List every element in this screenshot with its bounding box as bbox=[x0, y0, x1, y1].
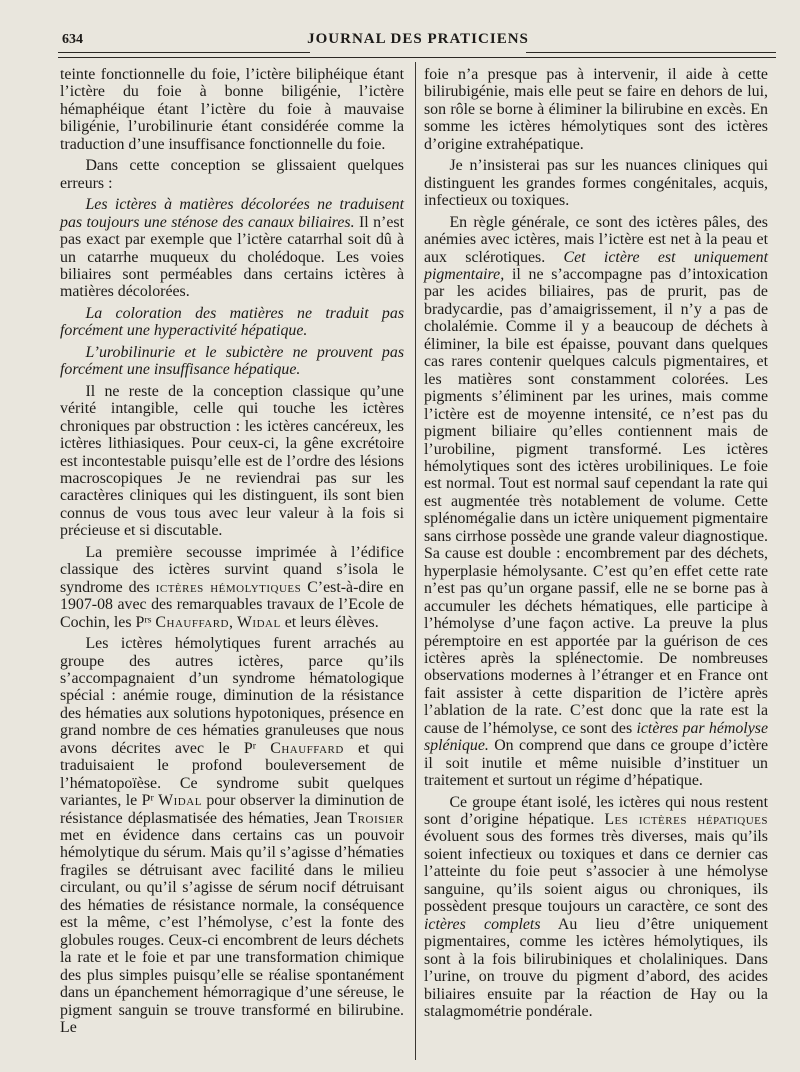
paragraph bbox=[424, 794, 768, 1021]
paragraph: Dans cette conception se glissaient quelques erreurs : bbox=[60, 157, 404, 192]
paragraph bbox=[60, 544, 404, 631]
paragraph bbox=[60, 635, 404, 1036]
paragraph-text: En règle générale, ce sont des ictères pâles, des anémies avec ictères, mais l’ictère est net à la peau et aux sclérotiques. bbox=[424, 213, 768, 266]
italic-statement: Cet ictère est uniquement pigmentaire, bbox=[424, 248, 768, 283]
italic-statement: ictères par hémolyse splénique. bbox=[424, 719, 768, 755]
paragraph-text: , bbox=[228, 613, 237, 631]
header-rule-right bbox=[526, 52, 776, 53]
paragraph-text: C’est-à-dire en 1907-08 avec des remarquables travaux de l’Ecole de Cochin, les P bbox=[60, 578, 404, 631]
paragraph-text: Les ictères hémolytiques furent arrachés au groupe des autres ictères, parce qu’ils s’accompagnaient d’un syndrome hématologique spécial : anémie rouge, diminution de la résistance des hématies aux solutions hypotoniques, présence en grand nombre de ces hématies granuleuses que nous avons décrites avec le P bbox=[60, 635, 404, 757]
paragraph-text: Il n’est pas exact par exemple que l’ictère catarrhal soit dû à un catarrhe muqueux du cholédoque. Les voies biliaires sont perméables dans certains ictères à matières décolorées. bbox=[60, 213, 404, 301]
section-term: Les ictères hépatiques bbox=[604, 811, 768, 829]
paragraph bbox=[424, 214, 768, 790]
author-name: Widal bbox=[236, 613, 281, 631]
left-column bbox=[60, 66, 404, 1040]
author-name: Widal bbox=[158, 792, 202, 810]
column-divider bbox=[415, 62, 416, 1060]
author-name: Chauffard bbox=[270, 739, 344, 757]
italic-statement: La coloration des matières ne traduit pas forcément une hyperactivité hépatique. bbox=[60, 304, 404, 340]
author-name: Troisier bbox=[347, 809, 404, 827]
journal-title: JOURNAL DES PRATICIENS bbox=[307, 31, 529, 47]
paragraph-text: et leurs élèves. bbox=[280, 613, 379, 631]
paragraph-text: On comprend que dans ce groupe d’ictère il soit inutile et même nuisible d’instituer un traitement et surtout un régime d’hépatique. bbox=[424, 737, 768, 790]
author-name: Chauffard bbox=[155, 613, 229, 631]
paragraph-text: La première secousse imprimée à l’édifice classique des ictères survint quand s’isola le syndrome des bbox=[60, 543, 404, 596]
paragraph: foie n’a presque pas à intervenir, il aide à cette bilirubigénie, mais elle peut se faire en dehors de lui, son rôle se borne à éliminer la bilirubine en excès. En somme les ictères hémolytiques sont des ictères d’origine extrahépatique. bbox=[424, 66, 768, 153]
italic-statement: L’urobilinurie et le subictère ne prouvent pas forcément une insuffisance hépatique. bbox=[60, 343, 404, 379]
paragraph-text: il ne s’accompagne pas d’intoxication par les acides biliaires, pas de prurit, pas de bradycardie, pas d’amaigrissement, il n’y a pas de cholalémie. Comme il y a beaucoup de déchets à éliminer, la bile est épaisse, pouvant dans quelques cas rares contenir quelques calculs pigmentaires, et les matières sont constamment colorées. Les pigments s’éliminent par les urines, mais comme l’ictère est de moyenne intensité, ce n’est pas du pigment biliaire qu’elles contiennent mais de l’urobiline, pigment transformé. Les ictères hémolytiques sont des ictères urobiliniques. Le foie est normal. Tout est normal sauf cependant la rate qui est augmentée très notablement de volume. Cette splénomégalie dans un ictère uniquement pigmentaire sans cirrhose possède une grande valeur diagnostique. Sa cause est double : encombrement par des déchets, hyperplasie hémolysante. C’est qu’en effet cette rate n’est pas qu’un organe passif, elle ne se borne pas à accumuler les déchets hématiques, elle participe à l’hémolyse d’une façon active. La preuve la plus péremptoire en est apportée par la guérison de ces ictères après la splénectomie. De nombreuses observations modernes à l’étranger et en France ont fait assister à cette disparition de l’ictère après l’ablation de la rate. C’est donc que la rate est la cause de l’hémolyse, ce sont des bbox=[424, 265, 768, 737]
italic-statement: Les ictères à matières décolorées ne traduisent pas toujours une sténose des canaux biliaires. bbox=[60, 196, 404, 231]
superscript: r bbox=[150, 792, 154, 804]
paragraph-text: Ce groupe étant isolé, les ictères qui nous restent sont d’origine hépatique. bbox=[424, 793, 768, 829]
italic-statement: ictères complets bbox=[424, 915, 541, 933]
paragraph: teinte fonctionnelle du foie, l’ictère biliphéique étant l’ictère du foie à bonne biligénie, l’ictère hémaphéique étant l’ictère du foie à mauvaise biligénie, l’urobilinurie étant considérée comme la traduction d’une insuffisance fonctionnelle du foie. bbox=[60, 66, 404, 153]
paragraph-text: évoluent sous des formes très diverses, mais qu’ils soient infectieux ou toxiques et dans ce dernier cas l’atteinte du foie peut s’associer à une hémolyse sanguine, qu’ils soient aigus ou chroniques, ils possèdent presque toujours un caractère, ce sont des bbox=[424, 828, 768, 916]
paragraph-text: met en évidence dans certains cas un pouvoir hémolytique du sérum. Mais qu’il s’agisse d’hématies fragiles se détruisant avec facilité dans le milieu circulant, ou qu’il s’agisse de sérum nocif détruisant des hématies de résistance normale, la conséquence est la même, c’est l’hémolyse, c’est la fonte des globules rouges. Ceux-ci encombrent de leurs déchets la rate et le foie et par une transformation chimique des plus simples puisqu’elle se réalise spontanément dans un épanchement hémorragique d’une séreuse, le pigment sanguin se trouve transformé en bilirubine. Le bbox=[60, 827, 404, 1037]
paragraph bbox=[60, 196, 404, 301]
paragraph-text: Au lieu d’être uniquement pigmentaires, comme les ictères hémolytiques, ils sont à la fois bilirubiniques et cholaliniques. Dans l’urine, on trouve du pigment d’abord, des acides biliaires ensuite par la réaction de Hay ou la stalagmométrie pondérale. bbox=[424, 915, 768, 1021]
paragraph-text: et qui traduisaient le profond bouleversement de l’hématopoïèse. Ce syndrome subit quelques variantes, le P bbox=[60, 739, 404, 810]
paragraph: Je n’insisterai pas sur les nuances cliniques qui distinguent les grandes formes congénitales, acquis, infectieux ou toxiques. bbox=[424, 157, 768, 210]
section-term: ictères hémolytiques bbox=[155, 578, 302, 596]
paragraph: Il ne reste de la conception classique qu’une vérité intangible, celle qui touche les ictères chroniques par obstruction : les ictères cancéreux, les ictères lithiasiques. Pour ceux-ci, la gêne excrétoire est incontestable puisqu’elle est de l’ordre des lésions macroscopiques Je ne reviendrai pas sur les caractères cliniques qui les distinguent, ils sont bien connus de vous tous avec leur valeur à la fois si précieuse et si discutable. bbox=[60, 382, 404, 540]
page-header bbox=[60, 28, 776, 54]
page-number: 634 bbox=[62, 32, 83, 47]
superscript: r bbox=[252, 740, 256, 752]
paragraph-text: pour observer la diminution de résistance déplasmatisée des hématies, Jean bbox=[60, 792, 404, 827]
header-rule bbox=[58, 57, 776, 58]
header-rule-left bbox=[58, 52, 310, 53]
right-column bbox=[424, 66, 768, 1024]
superscript: rs bbox=[144, 614, 152, 626]
